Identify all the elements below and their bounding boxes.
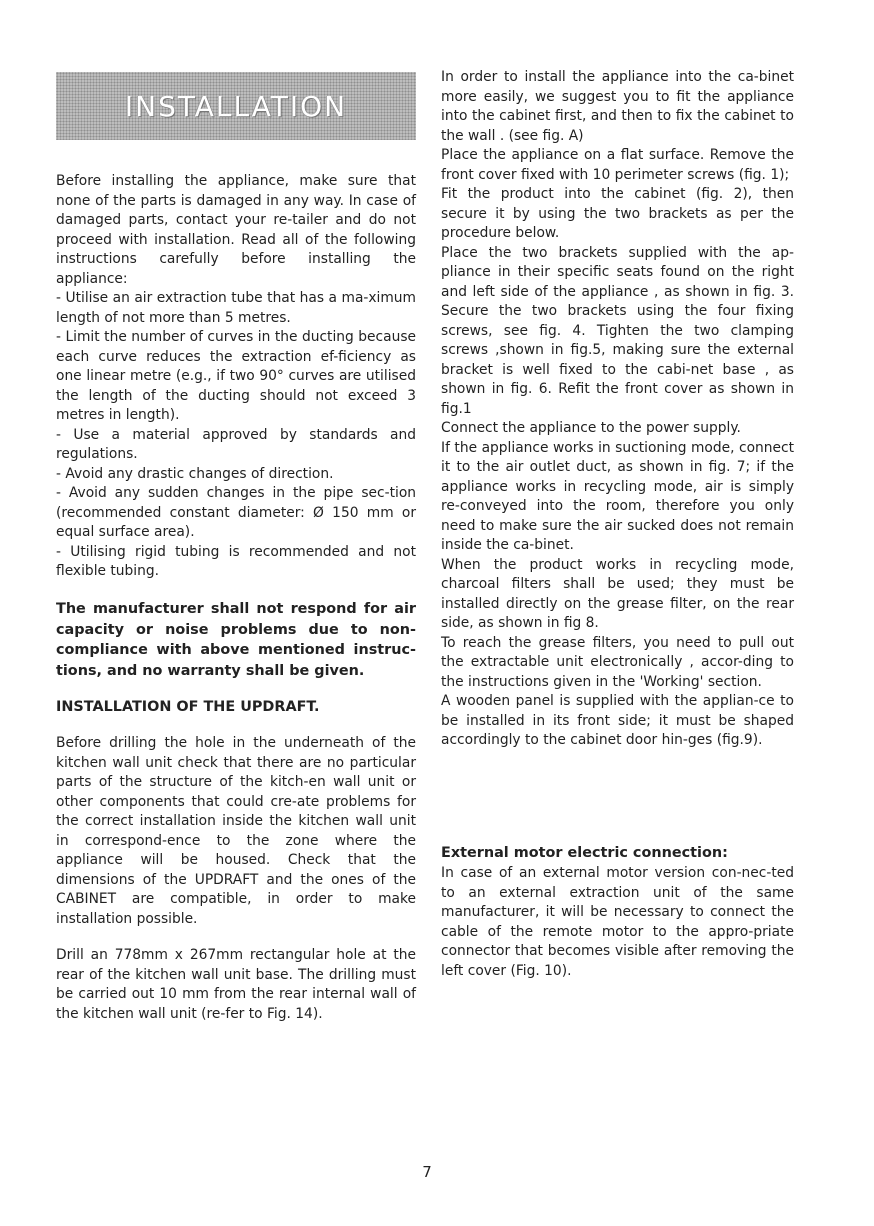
updraft-paragraph-2: Drill an 778mm x 267mm rectangular hole at the rear of the kitchen wall unit base. The drilling must be carried out 10 mm from the rear internal wall of the kitchen wall unit (re-fer to Fig. 14). bbox=[56, 947, 416, 1022]
updraft-paragraph-1: Before drilling the hole in the underneath of the kitchen wall unit check that there are no particular parts of the structure of the kitch-en wall unit or other components that could cre-ate problems for the correct installation inside the kitchen wall unit in correspond-ence to the zone where the appliance will be housed. Check that the dimensions of the UPDRAFT and the ones of the CABINET are compatible, in order to make installation possible. bbox=[56, 735, 416, 927]
motor-connection-heading: External motor electric connection: bbox=[441, 845, 728, 861]
cabinet-installation-text: In order to install the appliance into the ca-binet more easily, we suggest you to fit the appliance into the cabinet first, and then to fix the cabinet to the wall . (see fig. A) Place the appliance on a flat surface. Remove the front cover fixed with 10 perimeter screws (fig. 1); Fit the product into the cabinet (fig. 2), then secure it by using the two brackets as per the procedure below. Place the two brackets supplied with the ap-pliance in their specific seats found on the right and left side of the appliance , as shown in fig. 3. Secure the two brackets using the four fixing screws, see fig. 4. Tighten the two clamping screws ,shown in fig.5, making sure the external bracket is well fixed to the cabi-net base , as shown in fig. 6. Refit the front cover as shown in fig.1 Connect the appliance to the power supply. If the appliance works in suctioning mode, connect it to the air outlet duct, as shown in fig. 7; if the appliance works in recycling mode, air is simply re-conveyed into the room, therefore you only need to make sure the air sucked does not remain inside the ca-binet. When the product works in recycling mode, charcoal filters shall be used; they must be installed directly on the grease filter, on the rear side, as shown in fig 8. To reach the grease filters, you need to pull out the extractable unit electronically , accor-ding to the instructions given in the 'Working' section. A wooden panel is supplied with the applian-ce to be installed in its front side; it must be shaped accordingly to the cabinet door hin-ges (fig.9). bbox=[441, 69, 794, 748]
updraft-heading: INSTALLATION OF THE UPDRAFT. bbox=[56, 699, 320, 715]
section-banner bbox=[56, 72, 416, 140]
warranty-warning: The manufacturer shall not respond for air capacity or noise problems due to non-compliance with above mentioned instruc-tions, and no warranty shall be given. bbox=[56, 601, 416, 679]
section-title: INSTALLATION bbox=[124, 89, 348, 123]
page-number: 7 bbox=[422, 1163, 432, 1181]
motor-connection-text: In case of an external motor version con-nec-ted to an external extraction unit of the same manufacturer, it will be necessary to connect the cable of the remote motor to the appro-priate connector that becomes visible after removing the left cover (Fig. 10). bbox=[441, 865, 794, 979]
intro-instructions: Before installing the appliance, make sure that none of the parts is damaged in any way. In case of damaged parts, contact your re-tailer and do not proceed with installation. Read all of the following instructions carefully before installing the appliance: - Utilise an air extraction tube that has a ma-ximum length of not more than 5 metres. - Limit the number of curves in the ducting because each curve reduces the extraction ef-ficiency as one linear metre (e.g., if two 90° curves are utilised the length of the ducting should not exceed 3 metres in length). - Use a material approved by standards and regulations. - Avoid any drastic changes of direction. - Avoid any sudden changes in the pipe sec-tion (recommended constant diameter: Ø 150 mm or equal surface area). - Utilising rigid tubing is recommended and not flexible tubing. bbox=[56, 173, 416, 579]
